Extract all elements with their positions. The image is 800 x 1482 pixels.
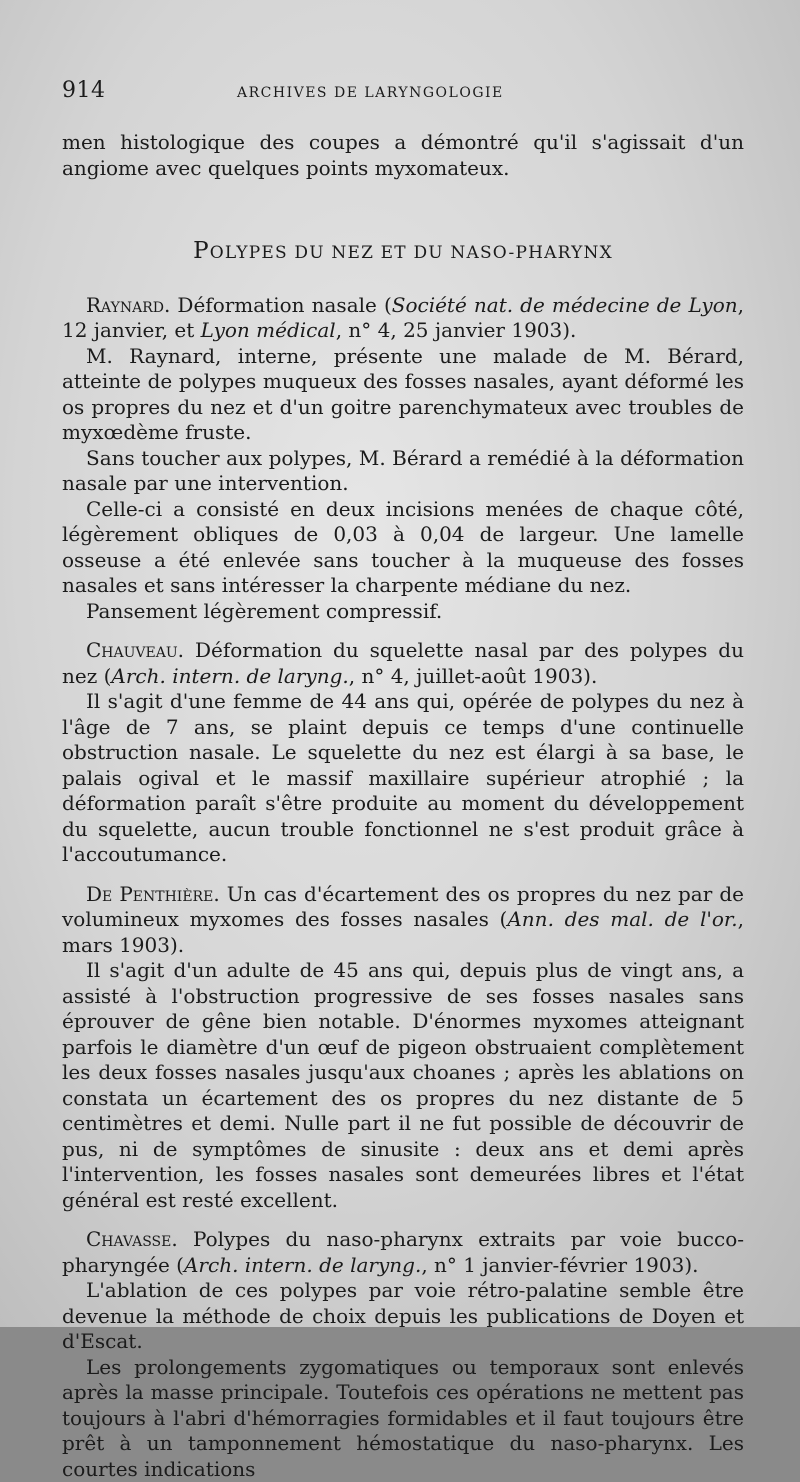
entry-source-rest: , n° 1 janvier-février 1903). (421, 1253, 698, 1277)
body-text (62, 130, 744, 1482)
entry-source-secondary-rest: , n° 4, 25 janvier 1903). (336, 318, 577, 342)
journal-title: ARCHIVES DE LARYNGOLOGIE (237, 85, 504, 101)
section-heading: POLYPES DU NEZ ET DU NASO-PHARYNX (62, 239, 744, 267)
entry-paragraph: Celle-ci a consisté en deux incisions menées de chaque côté, légèrement obliques de 0,03 à 0,04 de largeur. Une lamelle osseuse a été enlevée sans toucher à la muqueuse des fosses nasales et sans intéresser la charpente médiane du nez. (62, 497, 744, 599)
intro-paragraph: men histologique des coupes a démontré qu'il s'agissait d'un angiome avec quelques points myxomateux. (62, 130, 744, 181)
entry-source-secondary: Lyon médical (201, 318, 336, 342)
entry-source-rest: , mars 1903). (62, 907, 744, 957)
abstract-entry-de-penthiere (62, 882, 744, 1214)
entry-paragraph: L'ablation de ces polypes par voie rétro-palatine semble être devenue la méthode de choix depuis les publications de Doyen et d'Escat. (62, 1278, 744, 1355)
abstract-entry-chavasse (62, 1227, 744, 1482)
abstract-entry-raynard (62, 293, 744, 625)
abstract-entry-chauveau (62, 638, 744, 868)
entry-citation (62, 882, 744, 959)
entry-paragraph: Pansement légèrement compressif. (62, 599, 744, 625)
entry-paragraph: Il s'agit d'un adulte de 45 ans qui, depuis plus de vingt ans, a assisté à l'obstruction progressive de ses fosses nasales sans éprouver de gêne bien notable. D'énormes myxomes atteignant parfois le diamètre d'un œuf de pigeon obstruaient complètement les deux fosses nasales jusqu'aux choanes ; après les ablations on constata un écartement des os propres du nez distante de 5 centimètres et demi. Nulle part il ne fut possible de découvrir de pus, ni de symptômes de sinusite : deux ans et demi après l'intervention, les fosses nasales sont demeurées libres et l'état général est resté excellent. (62, 958, 744, 1213)
entry-source: Arch. intern. de laryng. (111, 664, 348, 688)
entry-source-rest: , 12 janvier, et (62, 293, 744, 343)
entry-title: Déformation nasale ( (170, 293, 391, 317)
entry-author: Raynard. (86, 293, 170, 317)
entry-paragraph: Les prolongements zygomatiques ou temporaux sont enlevés après la masse principale. Toutefois ces opérations ne mettent pas toujours à l'abri d'hémorragies formidables et il faut toujours être prêt à un tamponnement hémostatique du naso-pharynx. Les courtes indications (62, 1355, 744, 1482)
entry-author: Chavasse. (86, 1227, 178, 1251)
entry-paragraph: Sans toucher aux polypes, M. Bérard a remédié à la déformation nasale par une intervention. (62, 446, 744, 497)
entry-author: De Penthière. (86, 882, 220, 906)
entry-citation (62, 638, 744, 689)
entry-source: Arch. intern. de laryng. (184, 1253, 421, 1277)
entry-paragraph: Il s'agit d'une femme de 44 ans qui, opérée de polypes du nez à l'âge de 7 ans, se plaint depuis ce temps d'une continuelle obstruction nasale. Le squelette du nez est élargi à sa base, le palais ogival et le massif maxillaire supérieur atrophié ; la déformation paraît s'être produite au moment du développement du squelette, aucun trouble fonctionnel ne s'est produit grâce à l'accoutumance. (62, 689, 744, 868)
entry-title: Déformation du squelette nasal par des polypes du nez ( (62, 638, 744, 688)
entry-source: Ann. des mal. de l'or. (507, 907, 737, 931)
page-number: 914 (62, 78, 237, 103)
running-head (62, 78, 744, 118)
entry-citation (62, 1227, 744, 1278)
entry-author: Chauveau. (86, 638, 184, 662)
entry-source-rest: , n° 4, juillet-août 1903). (349, 664, 598, 688)
entry-paragraph: M. Raynard, interne, présente une malade de M. Bérard, atteinte de polypes muqueux des fosses nasales, ayant déformé les os propres du nez et d'un goitre parenchymateux avec troubles de myxœdème fruste. (62, 344, 744, 446)
entry-source: Société nat. de médecine de Lyon (392, 293, 738, 317)
entry-title: Un cas d'écartement des os propres du nez par de volumineux myxomes des fosses nasales ( (62, 882, 744, 932)
entry-citation (62, 293, 744, 344)
entry-title: Polypes du naso-pharynx extraits par voie bucco-pharyngée ( (62, 1227, 744, 1277)
